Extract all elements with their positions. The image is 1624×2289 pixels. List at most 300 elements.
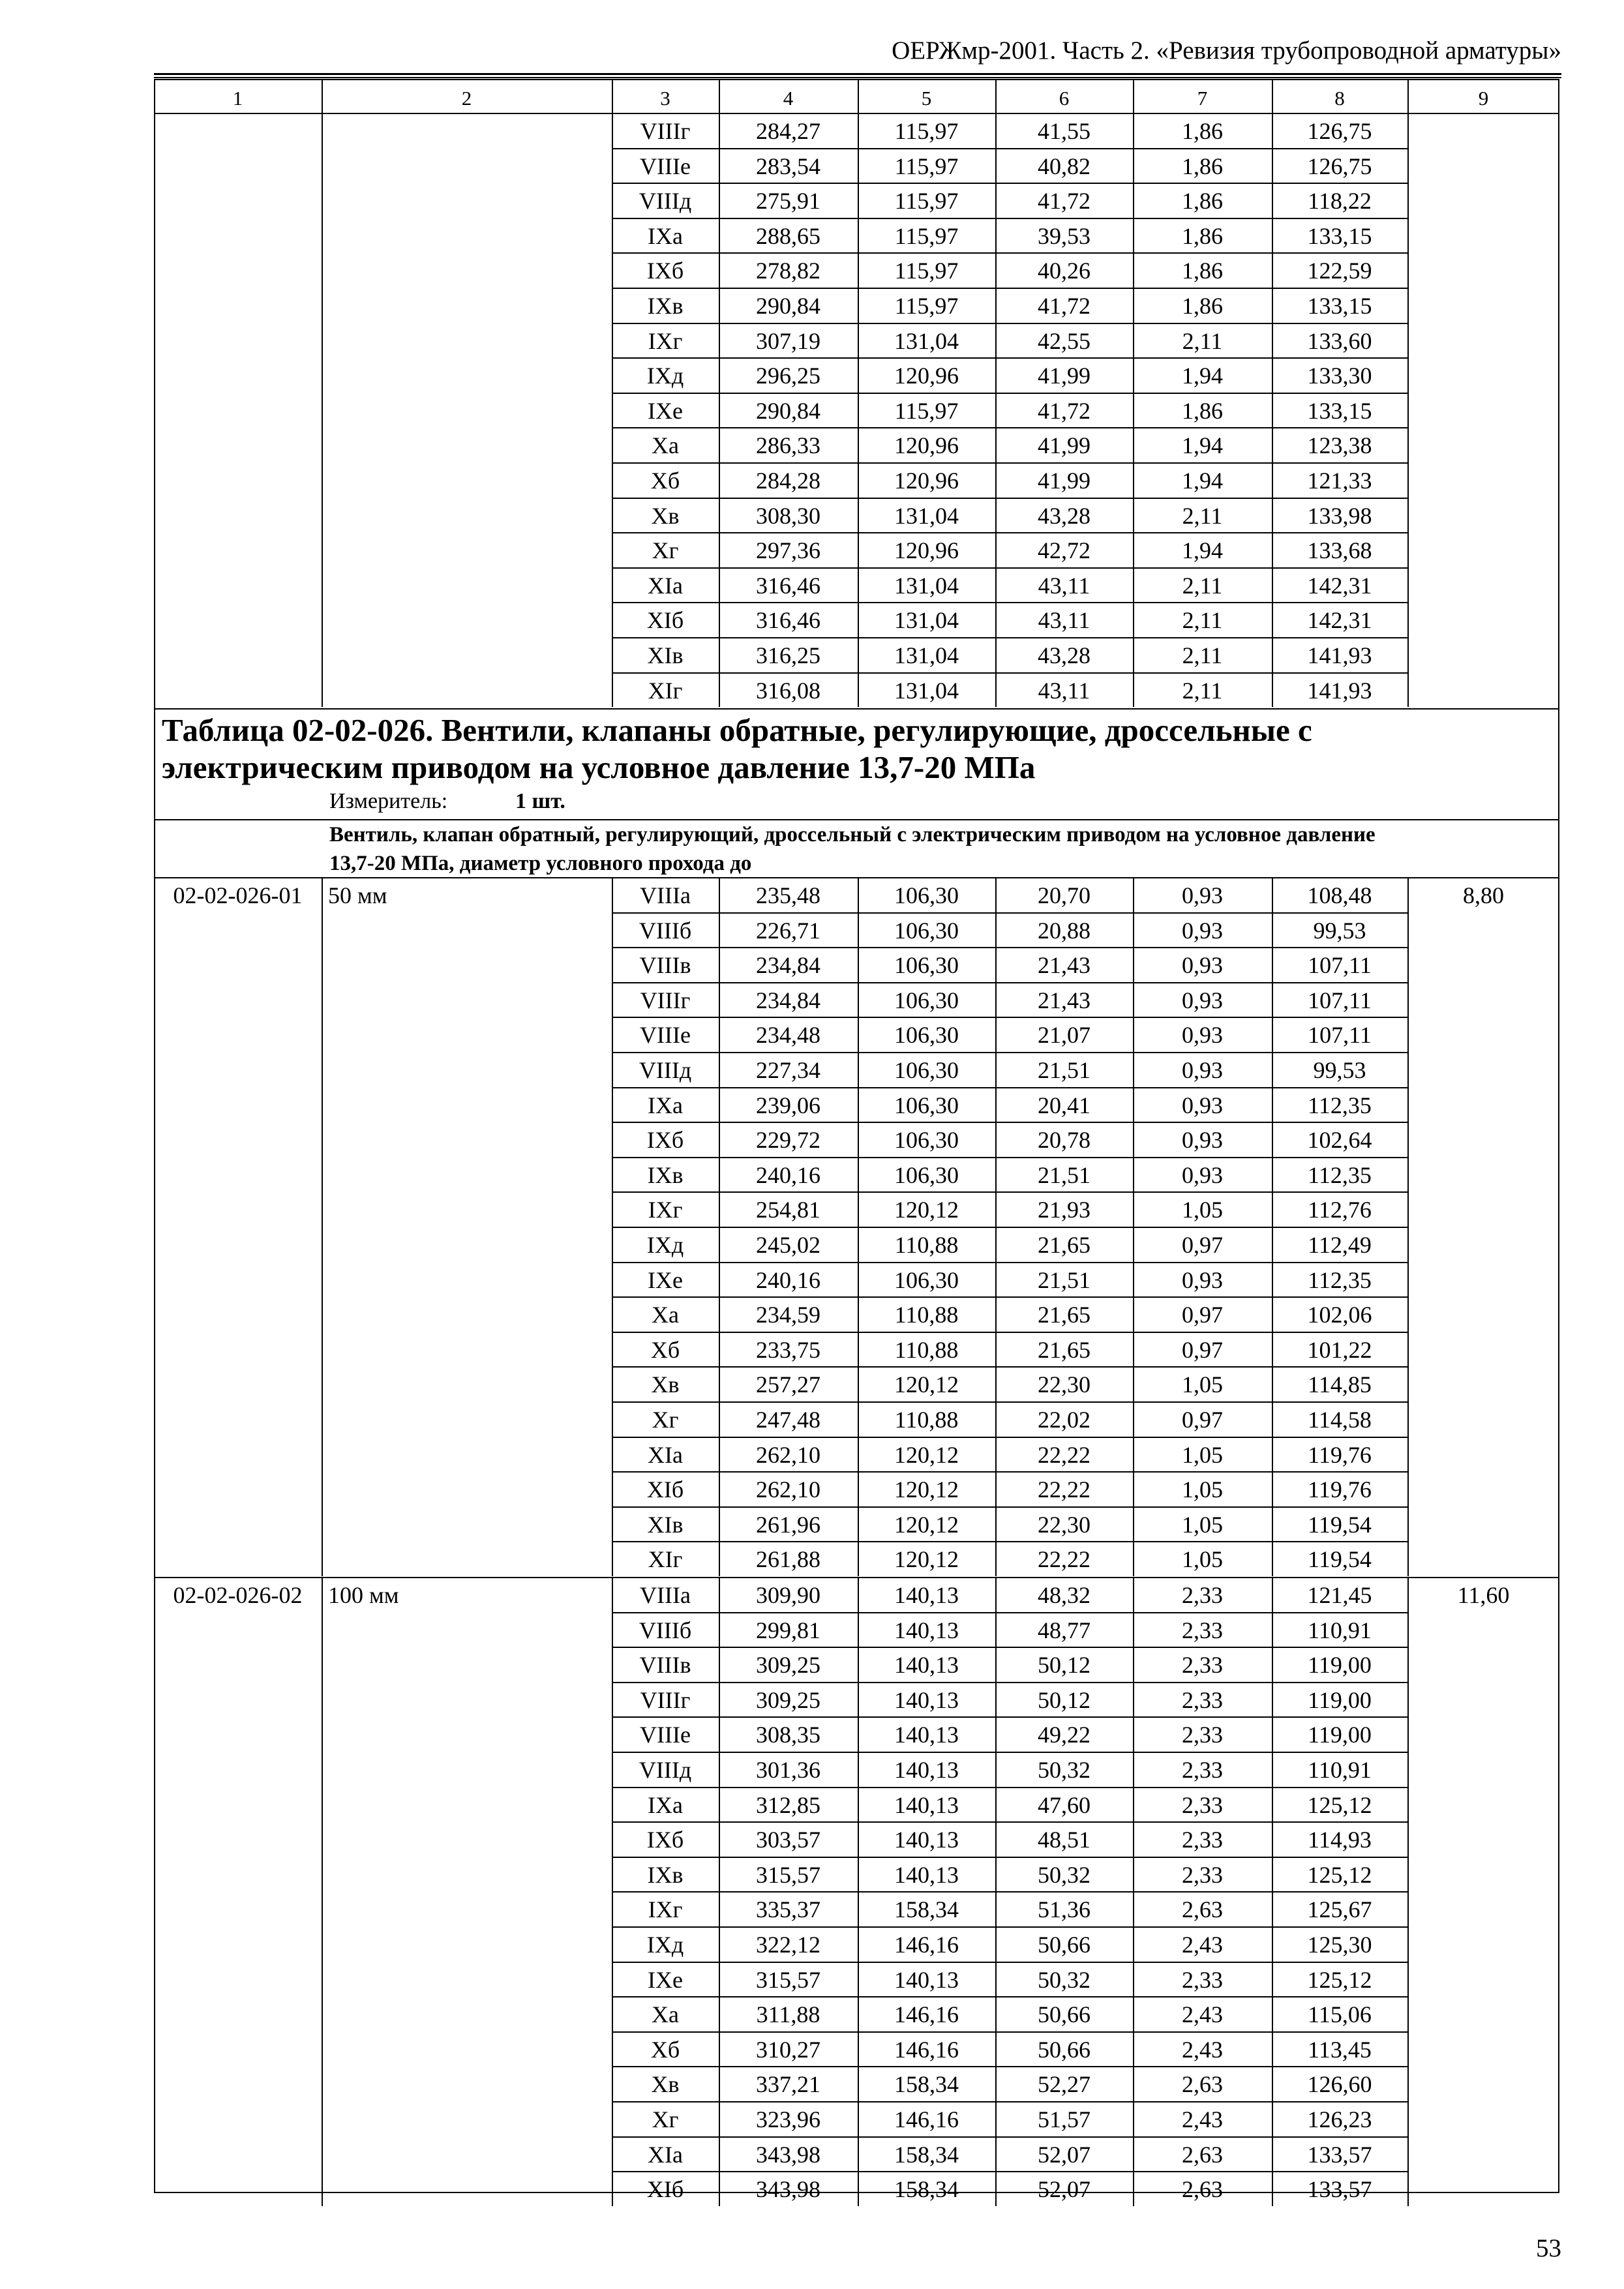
row-value-cell: 118,22 xyxy=(1308,188,1372,215)
description-line2: 13,7-20 МПа, диаметр условного прохода до xyxy=(329,852,752,875)
column-number-4: 4 xyxy=(783,87,794,110)
grid-vline xyxy=(612,79,613,113)
row-value-cell: 0,93 xyxy=(1182,952,1223,979)
row-value-cell: 131,04 xyxy=(894,502,959,529)
grid-vline xyxy=(1272,79,1273,113)
row-value-cell: 110,88 xyxy=(894,1407,959,1433)
row-value-cell: 309,25 xyxy=(756,1652,820,1679)
row-value-cell: 121,45 xyxy=(1307,1582,1372,1608)
row-value-cell: 115,97 xyxy=(894,258,959,284)
grid-hline xyxy=(612,1926,1407,1928)
row-class-cell: XIв xyxy=(647,642,684,668)
row-value-cell: 288,65 xyxy=(756,222,820,249)
row-class-cell: IXе xyxy=(648,1966,683,1993)
row-value-cell: 1,05 xyxy=(1182,1546,1223,1573)
grid-hline xyxy=(612,1821,1407,1823)
row-value-cell: 234,59 xyxy=(756,1302,820,1328)
row-value-cell: 21,65 xyxy=(1038,1302,1090,1328)
row-value-cell: 2,11 xyxy=(1182,677,1223,704)
row-value-cell: 125,67 xyxy=(1307,1896,1372,1923)
row-value-cell: 254,81 xyxy=(756,1197,820,1223)
row-value-cell: 322,12 xyxy=(756,1932,820,1958)
row-value-cell: 41,72 xyxy=(1038,188,1090,215)
row-value-cell: 303,57 xyxy=(756,1827,820,1853)
row-value-cell: 142,31 xyxy=(1307,572,1372,599)
row-value-cell: 102,64 xyxy=(1307,1127,1372,1154)
row-value-cell: 309,90 xyxy=(756,1582,820,1608)
row-value-cell: 52,27 xyxy=(1038,2071,1090,2098)
row-value-cell: 101,22 xyxy=(1307,1336,1372,1363)
column-number-7: 7 xyxy=(1197,87,1208,110)
table-caption-line2: электрическим приводом на условное давление 13,7-20 МПа xyxy=(162,749,1036,785)
grid-vline xyxy=(322,1577,323,2206)
row-class-cell: IXг xyxy=(648,1197,683,1223)
row-value-cell: 312,85 xyxy=(756,1791,820,1818)
grid-hline xyxy=(154,877,1559,878)
row-value-cell: 113,45 xyxy=(1308,2036,1372,2063)
row-value-cell: 115,97 xyxy=(894,118,959,144)
row-value-cell: 337,21 xyxy=(756,2071,820,2098)
row-value-cell: 107,11 xyxy=(1308,952,1372,979)
row-value-cell: 43,11 xyxy=(1038,677,1090,704)
row-value-cell: 119,76 xyxy=(1308,1476,1372,1503)
row-value-cell: 247,48 xyxy=(756,1407,820,1433)
row-value-cell: 21,43 xyxy=(1038,987,1090,1013)
row-value-cell: 106,30 xyxy=(894,1266,959,1293)
grid-hline xyxy=(612,1891,1407,1893)
row-value-cell: 301,36 xyxy=(756,1757,820,1783)
row-value-cell: 133,15 xyxy=(1307,397,1372,424)
column-number-1: 1 xyxy=(232,87,243,110)
row-value-cell: 106,30 xyxy=(894,952,959,979)
row-class-cell: XIб xyxy=(646,2176,684,2203)
row-value-cell: 115,97 xyxy=(894,153,959,179)
measure-value: 1 шт. xyxy=(515,789,565,813)
row-value-cell: 110,91 xyxy=(1308,1757,1372,1783)
row-value-cell: 140,13 xyxy=(894,1966,959,1993)
grid-hline xyxy=(612,1087,1407,1088)
row-value-cell: 140,13 xyxy=(894,1722,959,1748)
grid-hline xyxy=(612,2066,1407,2067)
row-value-cell: 108,48 xyxy=(1307,882,1372,908)
row-value-cell: 0,93 xyxy=(1182,1022,1223,1049)
row-value-cell: 125,12 xyxy=(1307,1791,1372,1818)
row-value-cell: 0,93 xyxy=(1182,917,1223,944)
row-class-cell: VIIIе xyxy=(640,153,691,179)
row-value-cell: 41,72 xyxy=(1038,293,1090,319)
row-value-cell: 158,34 xyxy=(894,2071,959,2098)
row-value-cell: 290,84 xyxy=(756,397,820,424)
row-value-cell: 41,55 xyxy=(1038,118,1090,144)
row-value-cell: 120,12 xyxy=(894,1441,959,1468)
grid-hline xyxy=(612,2136,1407,2138)
row-value-cell: 1,05 xyxy=(1182,1197,1223,1223)
grid-vline xyxy=(322,877,323,1576)
header-rule-thin xyxy=(154,77,1561,78)
grid-hline xyxy=(612,1716,1407,1718)
row-value-cell: 50,66 xyxy=(1038,1932,1090,1958)
row-value-cell: 120,96 xyxy=(894,468,959,494)
row-class-cell: Xа xyxy=(652,2001,679,2028)
grid-hline xyxy=(612,1471,1407,1473)
row-value-cell: 133,98 xyxy=(1307,502,1372,529)
row-value-cell: 115,97 xyxy=(894,293,959,319)
grid-hline xyxy=(612,602,1407,603)
row-value-cell: 50,32 xyxy=(1038,1861,1090,1888)
row-value-cell: 131,04 xyxy=(894,642,959,668)
row-value-cell: 142,31 xyxy=(1307,607,1372,634)
row-class-cell: IXг xyxy=(648,327,683,354)
row-value-cell: 112,76 xyxy=(1308,1197,1372,1223)
grid-hline xyxy=(612,1612,1407,1613)
row-value-cell: 48,77 xyxy=(1038,1617,1090,1643)
row-value-cell: 275,91 xyxy=(756,188,820,215)
row-class-cell: VIIIд xyxy=(639,1057,692,1083)
row-value-cell: 112,35 xyxy=(1308,1161,1372,1188)
grid-hline xyxy=(612,1052,1407,1053)
row-class-cell: VIIIг xyxy=(640,118,691,144)
row-value-cell: 2,33 xyxy=(1182,1966,1223,1993)
grid-hline xyxy=(612,1541,1407,1542)
row-value-cell: 140,13 xyxy=(894,1757,959,1783)
row-value-cell: 120,12 xyxy=(894,1476,959,1503)
row-value-cell: 21,07 xyxy=(1038,1022,1090,1049)
grid-hline xyxy=(612,2101,1407,2102)
row-value-cell: 0,97 xyxy=(1182,1336,1223,1363)
grid-hline xyxy=(612,2171,1407,2172)
row-value-cell: 140,13 xyxy=(894,1861,959,1888)
grid-hline xyxy=(612,357,1407,359)
row-value-cell: 2,33 xyxy=(1182,1686,1223,1713)
row-value-cell: 119,76 xyxy=(1308,1441,1372,1468)
grid-hline xyxy=(612,1262,1407,1263)
row-value-cell: 110,91 xyxy=(1308,1617,1372,1643)
row-value-cell: 235,48 xyxy=(756,882,820,908)
grid-vline xyxy=(1407,1577,1409,2206)
row-value-cell: 1,94 xyxy=(1182,432,1223,459)
row-value-cell: 316,25 xyxy=(756,642,820,668)
row-value-cell: 140,13 xyxy=(894,1791,959,1818)
row-value-cell: 261,96 xyxy=(756,1511,820,1538)
row-class-cell: VIIIе xyxy=(640,1022,691,1049)
row-value-cell: 22,22 xyxy=(1038,1546,1090,1573)
row-value-cell: 21,93 xyxy=(1038,1197,1090,1223)
grid-hline xyxy=(612,1227,1407,1228)
row-value-cell: 1,86 xyxy=(1182,293,1223,319)
row-value-cell: 106,30 xyxy=(894,1161,959,1188)
row-value-cell: 20,70 xyxy=(1038,882,1090,908)
row-class-cell: IXд xyxy=(646,1932,684,1958)
row-class-cell: XIв xyxy=(647,1511,684,1538)
row-value-cell: 2,63 xyxy=(1182,2071,1223,2098)
row-value-cell: 119,00 xyxy=(1308,1722,1372,1748)
table-caption-line1: Таблица 02-02-026. Вентили, клапаны обратные, регулирующие, дроссельные с xyxy=(162,712,1312,748)
row-value-cell: 49,22 xyxy=(1038,1722,1090,1748)
row-class-cell: IXв xyxy=(647,293,684,319)
row-value-cell: 245,02 xyxy=(756,1232,820,1258)
row-value-cell: 2,33 xyxy=(1182,1757,1223,1783)
row-value-cell: 0,93 xyxy=(1182,987,1223,1013)
grid-vline xyxy=(1133,79,1134,113)
row-value-cell: 311,88 xyxy=(756,2001,820,2028)
row-class-cell: Xв xyxy=(651,2071,680,2098)
row-value-cell: 2,33 xyxy=(1182,1722,1223,1748)
grid-hline xyxy=(612,1996,1407,1997)
grid-hline xyxy=(612,1296,1407,1298)
row-value-cell: 106,30 xyxy=(894,987,959,1013)
row-value-cell: 50,66 xyxy=(1038,2036,1090,2063)
row-value-cell: 110,88 xyxy=(894,1302,959,1328)
row-value-cell: 52,07 xyxy=(1038,2176,1090,2203)
row-value-cell: 120,96 xyxy=(894,432,959,459)
row-class-cell: XIб xyxy=(646,607,684,634)
row-value-cell: 2,11 xyxy=(1182,642,1223,668)
row-class-cell: VIIIа xyxy=(640,1582,691,1608)
row-value-cell: 2,43 xyxy=(1182,2001,1223,2028)
row-value-cell: 126,23 xyxy=(1307,2106,1372,2132)
row-value-cell: 120,12 xyxy=(894,1371,959,1398)
row-value-cell: 1,94 xyxy=(1182,468,1223,494)
row-value-cell: 39,53 xyxy=(1038,222,1090,249)
grid-hline xyxy=(612,1857,1407,1858)
column-number-3: 3 xyxy=(660,87,670,110)
row-value-cell: 316,46 xyxy=(756,572,820,599)
row-value-cell: 106,30 xyxy=(894,1127,959,1154)
row-class-cell: IXе xyxy=(648,397,683,424)
row-value-cell: 133,15 xyxy=(1307,222,1372,249)
row-value-cell: 43,11 xyxy=(1038,572,1090,599)
row-value-cell: 229,72 xyxy=(756,1127,820,1154)
grid-hline xyxy=(612,183,1407,184)
row-value-cell: 114,58 xyxy=(1308,1407,1372,1433)
grid-hline xyxy=(612,1752,1407,1753)
row-class-cell: VIIIг xyxy=(640,987,691,1013)
row-value-cell: 22,22 xyxy=(1038,1441,1090,1468)
grid-vline xyxy=(858,79,859,113)
row-value-cell: 120,12 xyxy=(894,1197,959,1223)
row-value-cell: 141,93 xyxy=(1307,677,1372,704)
grid-hline xyxy=(612,567,1407,569)
row-value-cell: 115,97 xyxy=(894,188,959,215)
row-class-cell: VIIIд xyxy=(639,1757,692,1783)
row-value-cell: 50,66 xyxy=(1038,2001,1090,2028)
row-class-cell: IXб xyxy=(646,1127,684,1154)
grid-vline xyxy=(1407,113,1409,707)
row-value-cell: 1,05 xyxy=(1182,1511,1223,1538)
grid-hline xyxy=(612,1191,1407,1193)
rate-code: 02-02-026-02 xyxy=(173,1582,303,1608)
row-value-cell: 126,75 xyxy=(1307,118,1372,144)
row-value-cell: 21,65 xyxy=(1038,1232,1090,1258)
row-class-cell: IXб xyxy=(646,258,684,284)
row-value-cell: 2,43 xyxy=(1182,1932,1223,1958)
row-value-cell: 240,16 xyxy=(756,1266,820,1293)
grid-hline xyxy=(612,672,1407,674)
row-value-cell: 119,00 xyxy=(1308,1652,1372,1679)
row-value-cell: 226,71 xyxy=(756,917,820,944)
row-value-cell: 21,51 xyxy=(1038,1161,1090,1188)
row-value-cell: 47,60 xyxy=(1038,1791,1090,1818)
row-class-cell: VIIIа xyxy=(640,882,691,908)
grid-hline xyxy=(612,637,1407,638)
row-value-cell: 2,33 xyxy=(1182,1582,1223,1608)
row-value-cell: 110,88 xyxy=(894,1232,959,1258)
row-value-cell: 125,30 xyxy=(1307,1932,1372,1958)
row-value-cell: 141,93 xyxy=(1307,642,1372,668)
column-number-5: 5 xyxy=(921,87,932,110)
row-value-cell: 0,97 xyxy=(1182,1232,1223,1258)
row-value-cell: 0,93 xyxy=(1182,1092,1223,1118)
row-value-cell: 0,97 xyxy=(1182,1302,1223,1328)
row-class-cell: XIа xyxy=(648,1441,683,1468)
row-value-cell: 20,78 xyxy=(1038,1127,1090,1154)
grid-hline xyxy=(154,708,1559,710)
row-value-cell: 158,34 xyxy=(894,2141,959,2168)
row-value-cell: 335,37 xyxy=(756,1896,820,1923)
row-class-cell: XIб xyxy=(646,1476,684,1503)
row-value-cell: 234,84 xyxy=(756,987,820,1013)
row-value-cell: 284,27 xyxy=(756,118,820,144)
row-value-cell: 126,60 xyxy=(1307,2071,1372,2098)
row-value-cell: 41,99 xyxy=(1038,363,1090,389)
row-value-cell: 2,33 xyxy=(1182,1791,1223,1818)
row-value-cell: 52,07 xyxy=(1038,2141,1090,2168)
row-class-cell: IXе xyxy=(648,1266,683,1293)
row-value-cell: 146,16 xyxy=(894,2001,959,2028)
row-value-cell: 1,86 xyxy=(1182,153,1223,179)
row-value-cell: 2,11 xyxy=(1182,607,1223,634)
row-value-cell: 106,30 xyxy=(894,917,959,944)
row-value-cell: 114,85 xyxy=(1308,1371,1372,1398)
grid-hline xyxy=(612,1506,1407,1508)
row-value-cell: 20,41 xyxy=(1038,1092,1090,1118)
row-class-cell: VIIIб xyxy=(639,917,692,944)
grid-hline xyxy=(612,1017,1407,1018)
row-value-cell: 227,34 xyxy=(756,1057,820,1083)
grid-vline xyxy=(322,113,323,707)
row-value-cell: 315,57 xyxy=(756,1966,820,1993)
row-class-cell: Xб xyxy=(650,468,680,494)
row-value-cell: 115,06 xyxy=(1308,2001,1372,2028)
grid-hline xyxy=(612,1122,1407,1123)
grid-vline xyxy=(322,79,323,113)
row-value-cell: 131,04 xyxy=(894,572,959,599)
row-value-cell: 297,36 xyxy=(756,537,820,564)
header-rule xyxy=(154,73,1561,75)
row-value-cell: 299,81 xyxy=(756,1617,820,1643)
row-value-cell: 41,99 xyxy=(1038,432,1090,459)
row-value-cell: 146,16 xyxy=(894,2106,959,2132)
row-value-cell: 43,28 xyxy=(1038,642,1090,668)
row-value-cell: 22,22 xyxy=(1038,1476,1090,1503)
grid-vline xyxy=(1407,877,1409,1576)
row-value-cell: 0,97 xyxy=(1182,1407,1223,1433)
row-value-cell: 120,96 xyxy=(894,363,959,389)
row-value-cell: 146,16 xyxy=(894,2036,959,2063)
row-value-cell: 316,08 xyxy=(756,677,820,704)
row-value-cell: 2,33 xyxy=(1182,1617,1223,1643)
row-value-cell: 2,43 xyxy=(1182,2036,1223,2063)
row-value-cell: 99,53 xyxy=(1313,917,1366,944)
row-value-cell: 140,13 xyxy=(894,1652,959,1679)
row-value-cell: 2,43 xyxy=(1182,2106,1223,2132)
row-value-cell: 43,28 xyxy=(1038,502,1090,529)
row-value-cell: 1,86 xyxy=(1182,258,1223,284)
row-class-cell: IXб xyxy=(646,1827,684,1853)
row-value-cell: 126,75 xyxy=(1307,153,1372,179)
row-value-cell: 40,82 xyxy=(1038,153,1090,179)
row-value-cell: 120,12 xyxy=(894,1511,959,1538)
row-value-cell: 21,51 xyxy=(1038,1057,1090,1083)
grid-hline xyxy=(612,912,1407,914)
row-class-cell: IXг xyxy=(648,1896,683,1923)
row-value-cell: 158,34 xyxy=(894,2176,959,2203)
row-value-cell: 283,54 xyxy=(756,153,820,179)
row-class-cell: Xа xyxy=(652,432,679,459)
grid-vline xyxy=(1407,79,1409,113)
row-value-cell: 48,32 xyxy=(1038,1582,1090,1608)
grid-hline xyxy=(612,1682,1407,1683)
row-value-cell: 140,13 xyxy=(894,1582,959,1608)
running-header: ОЕРЖмр-2001. Часть 2. «Ревизия трубопроводной арматуры» xyxy=(892,37,1561,65)
grid-hline xyxy=(154,1577,1559,1578)
row-class-cell: XIг xyxy=(648,677,683,704)
row-value-cell: 0,93 xyxy=(1182,1161,1223,1188)
row-value-cell: 22,02 xyxy=(1038,1407,1090,1433)
row-value-cell: 119,54 xyxy=(1308,1511,1372,1538)
rate-name: 50 мм xyxy=(328,882,387,908)
column-number-6: 6 xyxy=(1059,87,1070,110)
grid-vline xyxy=(995,79,997,113)
row-value-cell: 110,88 xyxy=(894,1336,959,1363)
row-value-cell: 48,51 xyxy=(1038,1827,1090,1853)
row-value-cell: 41,99 xyxy=(1038,468,1090,494)
row-value-cell: 125,12 xyxy=(1307,1966,1372,1993)
row-value-cell: 1,86 xyxy=(1182,188,1223,215)
grid-hline xyxy=(612,1787,1407,1788)
row-value-cell: 1,86 xyxy=(1182,222,1223,249)
row-value-cell: 315,57 xyxy=(756,1861,820,1888)
row-value-cell: 133,57 xyxy=(1307,2141,1372,2168)
row-value-cell: 42,55 xyxy=(1038,327,1090,354)
column-number-2: 2 xyxy=(461,87,472,110)
row-value-cell: 1,05 xyxy=(1182,1371,1223,1398)
row-value-cell: 112,35 xyxy=(1308,1092,1372,1118)
row-value-cell: 1,94 xyxy=(1182,363,1223,389)
row-value-cell: 261,88 xyxy=(756,1546,820,1573)
row-class-cell: IXа xyxy=(648,222,683,249)
row-value-cell: 112,35 xyxy=(1308,1266,1372,1293)
row-value-cell: 106,30 xyxy=(894,882,959,908)
row-class-cell: Xг xyxy=(652,2106,679,2132)
row-value-cell: 239,06 xyxy=(756,1092,820,1118)
row-value-cell: 42,72 xyxy=(1038,537,1090,564)
row-value-cell: 1,94 xyxy=(1182,537,1223,564)
row-value-cell: 41,72 xyxy=(1038,397,1090,424)
rate-col9: 11,60 xyxy=(1457,1582,1510,1608)
row-value-cell: 290,84 xyxy=(756,293,820,319)
row-value-cell: 106,30 xyxy=(894,1092,959,1118)
row-value-cell: 131,04 xyxy=(894,677,959,704)
row-value-cell: 133,60 xyxy=(1307,327,1372,354)
grid-hline xyxy=(612,323,1407,324)
row-value-cell: 119,00 xyxy=(1308,1686,1372,1713)
row-value-cell: 2,33 xyxy=(1182,1827,1223,1853)
rate-code: 02-02-026-01 xyxy=(173,882,303,908)
row-class-cell: Xа xyxy=(652,1302,679,1328)
grid-hline xyxy=(612,1366,1407,1368)
row-value-cell: 0,93 xyxy=(1182,1127,1223,1154)
